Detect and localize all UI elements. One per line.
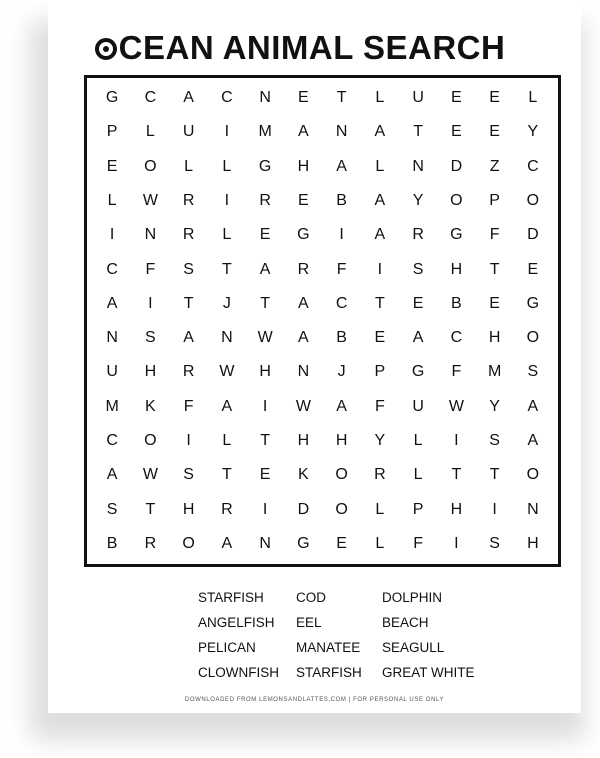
grid-cell[interactable]: P [374, 363, 386, 381]
grid-cell[interactable]: T [260, 294, 271, 312]
word-search-grid [84, 75, 561, 567]
grid-cell[interactable]: T [183, 294, 194, 312]
grid-cell[interactable]: C [106, 260, 118, 278]
grid-cell[interactable]: F [489, 226, 500, 244]
grid-cell[interactable]: F [413, 534, 424, 552]
grid-cell[interactable]: R [297, 260, 310, 278]
word-list-item: BEACH [382, 615, 429, 630]
grid-cell[interactable]: L [413, 466, 423, 484]
grid-cell[interactable]: P [412, 500, 424, 518]
word-list-item: EEL [296, 615, 322, 630]
grid-cell[interactable]: D [297, 500, 310, 518]
word-list-item: COD [296, 590, 326, 605]
grid-cell[interactable]: I [224, 123, 230, 141]
grid-cell[interactable]: H [297, 431, 310, 449]
grid-cell[interactable]: S [183, 260, 194, 278]
grid-cell[interactable]: S [527, 363, 539, 381]
word-list-item: DOLPHIN [382, 590, 443, 605]
word-list [198, 588, 498, 682]
grid-cell[interactable]: H [182, 500, 195, 518]
grid-cell[interactable]: E [374, 329, 386, 347]
grid-cell[interactable]: O [335, 466, 348, 484]
grid-cell[interactable]: A [106, 466, 118, 484]
grid-cell[interactable]: W [257, 329, 273, 347]
grid-cell[interactable]: G [297, 534, 310, 552]
grid-cell[interactable]: E [489, 89, 500, 107]
grid-cell[interactable]: L [184, 157, 194, 175]
grid-cell[interactable]: A [374, 123, 386, 141]
grid-cell[interactable]: R [144, 534, 157, 552]
grid-cell[interactable]: W [448, 397, 464, 415]
grid-cell[interactable]: W [142, 191, 158, 209]
grid-cell[interactable]: O [182, 534, 195, 552]
grid-cell[interactable]: A [298, 123, 309, 141]
grid-cell[interactable]: K [298, 466, 309, 484]
grid-cell[interactable]: K [145, 397, 156, 415]
grid-cell[interactable]: L [222, 157, 232, 175]
grid-cell[interactable]: R [221, 500, 233, 518]
grid-cell[interactable]: G [450, 226, 463, 244]
grid-cell[interactable]: N [259, 89, 271, 107]
grid-cell[interactable]: S [183, 466, 194, 484]
grid-cell[interactable]: F [145, 260, 156, 278]
word-list-item: PELICAN [198, 640, 256, 655]
word-list-item: STARFISH [198, 590, 264, 605]
grid-cell[interactable]: A [527, 397, 539, 415]
grid-cell[interactable]: U [412, 89, 424, 107]
grid-cell[interactable]: H [450, 500, 463, 518]
grid-cell[interactable]: Z [489, 157, 500, 175]
grid-cell[interactable]: S [145, 329, 156, 347]
grid-cell[interactable]: T [489, 466, 500, 484]
grid-cell[interactable]: E [489, 294, 500, 312]
grid-cell[interactable]: H [259, 363, 271, 381]
grid-cell[interactable]: B [336, 329, 347, 347]
grid-cell[interactable]: T [260, 431, 271, 449]
grid-cell[interactable]: F [183, 397, 194, 415]
grid-cell[interactable]: E [336, 534, 347, 552]
circle-dot-icon [95, 38, 117, 60]
grid-cell[interactable]: H [335, 431, 348, 449]
grid-cell[interactable]: G [411, 363, 425, 381]
grid-cell[interactable]: L [528, 89, 538, 107]
title-text: CEAN ANIMAL SEARCH [118, 29, 506, 66]
grid-cell[interactable]: N [221, 329, 233, 347]
grid-cell[interactable]: L [413, 431, 423, 449]
grid-cell[interactable]: B [336, 191, 347, 209]
grid-cell[interactable]: A [221, 397, 233, 415]
grid-cell[interactable]: N [335, 123, 348, 141]
grid-cell[interactable]: T [145, 500, 156, 518]
grid-cell[interactable]: L [107, 191, 117, 209]
grid-cell[interactable]: I [148, 294, 153, 312]
grid-cell[interactable]: I [224, 191, 230, 209]
grid-cell[interactable]: L [222, 431, 232, 449]
grid-cell[interactable]: E [298, 89, 309, 107]
grid-cell[interactable]: O [144, 157, 157, 175]
grid-cell[interactable]: B [106, 534, 118, 552]
grid-cell[interactable]: T [336, 89, 347, 107]
grid-cell[interactable]: L [375, 89, 385, 107]
grid-cell[interactable]: E [451, 123, 462, 141]
grid-cell[interactable]: A [298, 329, 309, 347]
grid-cell[interactable]: A [183, 329, 194, 347]
grid-cell[interactable]: O [144, 431, 157, 449]
grid-cell[interactable]: L [375, 157, 385, 175]
grid-cell[interactable]: F [336, 260, 347, 278]
word-list-item: MANATEE [296, 640, 361, 655]
grid-cell[interactable]: E [259, 226, 271, 244]
word-list-item: GREAT WHITE [382, 665, 475, 680]
grid-cell[interactable]: C [106, 431, 118, 449]
grid-cell[interactable]: R [182, 363, 195, 381]
grid-cell[interactable]: J [222, 294, 231, 312]
grid-cell[interactable]: O [335, 500, 348, 518]
grid-cell[interactable]: T [221, 466, 232, 484]
grid-cell[interactable]: H [450, 260, 463, 278]
grid-cell[interactable]: H [297, 157, 310, 175]
grid-cell[interactable]: S [106, 500, 118, 518]
grid-cell[interactable]: H [144, 363, 157, 381]
grid-cell[interactable]: N [144, 226, 157, 244]
grid-cell[interactable]: R [182, 226, 195, 244]
grid-cell[interactable]: N [106, 329, 118, 347]
grid-cell[interactable]: H [488, 329, 501, 347]
footer-note: DOWNLOADED FROM LEMONSANDLATTES.COM | FOR PERSONAL USE ONLY [184, 697, 445, 703]
grid-cell[interactable]: Y [374, 431, 386, 449]
word-list-item: CLOWNFISH [198, 665, 279, 680]
grid-cell[interactable]: I [109, 226, 115, 244]
grid-cell[interactable]: C [221, 89, 233, 107]
grid-cell[interactable]: N [527, 500, 539, 518]
grid-cell[interactable]: O [526, 191, 540, 209]
grid-cell[interactable]: G [297, 226, 310, 244]
grid-cell[interactable]: A [527, 431, 539, 449]
grid-cell[interactable]: G [526, 294, 540, 312]
grid-cell[interactable]: E [106, 157, 118, 175]
grid-cell[interactable]: A [221, 534, 233, 552]
grid-cell[interactable]: A [374, 226, 386, 244]
grid-cell[interactable]: T [413, 123, 424, 141]
grid-cell[interactable]: C [450, 329, 463, 347]
grid-cell[interactable]: O [526, 466, 540, 484]
grid-cell[interactable]: O [526, 329, 540, 347]
grid-cell[interactable]: I [262, 397, 268, 415]
grid-cell[interactable]: T [221, 260, 232, 278]
grid-cell[interactable]: J [337, 363, 346, 381]
grid-cell[interactable]: R [412, 226, 424, 244]
grid-cell[interactable]: E [527, 260, 539, 278]
grid-cell[interactable]: U [182, 123, 195, 141]
grid-cell[interactable]: N [259, 534, 271, 552]
grid-cell[interactable]: G [105, 89, 119, 107]
grid-cell[interactable]: A [336, 397, 347, 415]
page-title [0, 28, 600, 68]
grid-cell[interactable]: C [335, 294, 348, 312]
grid-cell[interactable]: L [375, 500, 385, 518]
grid-cell[interactable]: C [527, 157, 539, 175]
grid-cell[interactable]: A [298, 294, 309, 312]
grid-cell[interactable]: N [412, 157, 424, 175]
grid-cell[interactable]: I [186, 431, 191, 449]
grid-cell[interactable]: B [451, 294, 462, 312]
grid-cell[interactable]: A [336, 157, 347, 175]
grid-cell[interactable]: E [412, 294, 424, 312]
grid-cell[interactable]: Y [527, 123, 539, 141]
grid-cell[interactable]: U [106, 363, 118, 381]
worksheet-page [48, 0, 581, 713]
grid-cell[interactable]: I [454, 431, 459, 449]
grid-cell[interactable]: T [374, 294, 385, 312]
grid-cell[interactable]: S [489, 431, 500, 449]
grid-cell[interactable]: I [339, 226, 344, 244]
grid-cell[interactable]: L [222, 226, 232, 244]
grid-cell[interactable]: D [527, 226, 539, 244]
grid-cell[interactable]: I [454, 534, 459, 552]
grid-cell[interactable]: Y [412, 191, 424, 209]
grid-cell[interactable]: Y [489, 397, 500, 415]
grid-cell[interactable]: W [295, 397, 311, 415]
word-list-item: ANGELFISH [198, 615, 275, 630]
grid-cell[interactable]: O [450, 191, 463, 209]
grid-cell[interactable]: L [375, 534, 385, 552]
grid-cell[interactable]: A [183, 89, 194, 107]
grid-cell[interactable]: F [451, 363, 462, 381]
grid-cell[interactable]: E [489, 123, 500, 141]
grid-cell[interactable]: T [451, 466, 462, 484]
grid-cell[interactable]: F [374, 397, 385, 415]
grid-cell[interactable]: M [487, 363, 502, 381]
grid-cell[interactable]: R [259, 191, 271, 209]
grid-cell[interactable]: M [105, 397, 119, 415]
grid-cell[interactable]: L [145, 123, 155, 141]
grid-cell[interactable]: N [297, 363, 310, 381]
grid-cell[interactable]: A [412, 329, 424, 347]
grid-cell[interactable]: I [262, 500, 268, 518]
grid-cell[interactable]: D [450, 157, 463, 175]
grid-cell[interactable]: E [259, 466, 271, 484]
grid-cell[interactable]: S [412, 260, 424, 278]
grid-cell[interactable]: M [258, 123, 272, 141]
grid-cell[interactable]: U [412, 397, 424, 415]
grid-cell[interactable]: G [258, 157, 272, 175]
grid-cell[interactable]: T [489, 260, 500, 278]
word-list-item: STARFISH [296, 665, 362, 680]
grid-cell[interactable]: A [106, 294, 118, 312]
grid-cell[interactable]: I [377, 260, 383, 278]
grid-cell[interactable]: W [219, 363, 235, 381]
grid-cell[interactable]: E [451, 89, 462, 107]
grid-cell[interactable]: A [259, 260, 271, 278]
grid-cell[interactable]: P [489, 191, 500, 209]
grid-cell[interactable]: R [182, 191, 195, 209]
grid-cell[interactable]: A [374, 191, 386, 209]
grid-cell[interactable]: E [298, 191, 309, 209]
grid-cell[interactable]: S [489, 534, 500, 552]
grid-cell[interactable]: P [106, 123, 118, 141]
grid-cell[interactable]: I [492, 500, 497, 518]
grid-cell[interactable]: C [144, 89, 157, 107]
word-list-item: SEAGULL [382, 640, 445, 655]
grid-cell[interactable]: H [527, 534, 539, 552]
grid-cell[interactable]: W [142, 466, 158, 484]
grid-cell[interactable]: R [374, 466, 386, 484]
